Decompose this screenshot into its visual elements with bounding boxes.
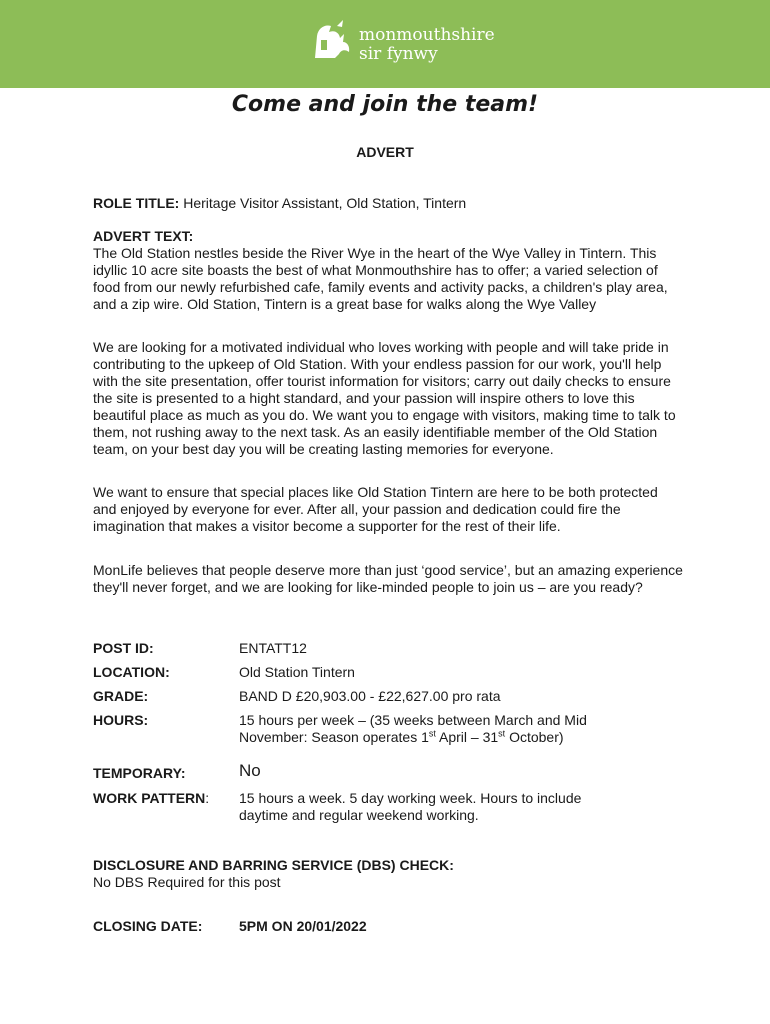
header-banner <box>0 0 770 88</box>
hours-sup1: st <box>428 728 436 739</box>
logo-text-line1: monmouthshire <box>359 25 495 45</box>
hours-value <box>239 712 679 746</box>
temporary-value: No <box>239 761 261 780</box>
temporary-label: TEMPORARY: <box>93 765 186 781</box>
hours-line1: 15 hours per week – (35 weeks between March and Mid <box>239 712 587 728</box>
hours-sup2: st <box>498 728 506 739</box>
page-headline: Come and join the team! <box>231 92 539 117</box>
advert-paragraph: MonLife believes that people deserve more than just ‘good service’, but an amazing experience they'll never forget, and we are looking for like-minded people to join us – are you ready? <box>93 562 683 595</box>
advert-paragraph: We are looking for a motivated individual who loves working with people and will take pride in contributing to the upkeep of Old Station. With your endless passion for our work, you'll help with the site presentation, offer tourist information for visitors; carry out daily checks to ensure the site is presented to a hight standard, and your passion will inspire others to love this beautiful place as much as you do. We want you to engage with visitors, making time to talk to them, not rushing away to the next task. As an easily identifiable member of the Old Station team, on your best day you will be creating lasting memories for everyone. <box>93 339 676 457</box>
post-id-label: POST ID: <box>93 640 154 656</box>
grade-label: GRADE: <box>93 688 149 704</box>
work-pattern-label: WORK PATTERN <box>93 790 206 806</box>
closing-date-label: CLOSING DATE: <box>93 918 203 934</box>
hours-line2c: October) <box>505 729 564 745</box>
work-pattern-value <box>239 790 679 824</box>
hours-line2b: April – 31 <box>435 729 499 745</box>
logo-text-line2: sir fynwy <box>359 44 438 64</box>
work-pattern-line1: 15 hours a week. 5 day working week. Hours to include <box>239 790 582 806</box>
hours-label: HOURS: <box>93 712 149 728</box>
advert-heading: ADVERT <box>356 144 414 160</box>
role-title-row <box>93 195 683 212</box>
dbs-label: DISCLOSURE AND BARRING SERVICE (DBS) CHECK: <box>93 857 454 873</box>
advert-paragraph: The Old Station nestles beside the River Wye in the heart of the Wye Valley in Tintern. This idyllic 10 acre site boasts the best of what Monmouthshire has to offer; a varied selection of food from our newly refurbished cafe, family events and activity packs, a children's play area, and a zip wire. Old Station, Tintern is a great base for walks along the Wye Valley <box>93 245 668 312</box>
role-title-value: Heritage Visitor Assistant, Old Station, Tintern <box>183 195 467 211</box>
advert-paragraph: We want to ensure that special places like Old Station Tintern are here to be both protected and enjoyed by everyone for ever. After all, your passion and dedication could fire the imagination that makes a visitor become a supporter for the rest of their life. <box>93 484 658 534</box>
hours-line2a: November: Season operates 1 <box>239 729 429 745</box>
work-pattern-line2: daytime and regular weekend working. <box>239 807 479 823</box>
work-pattern-label-row <box>93 790 209 807</box>
location-label: LOCATION: <box>93 664 170 680</box>
grade-value: BAND D £20,903.00 - £22,627.00 pro rata <box>239 688 501 704</box>
post-id-value: ENTATT12 <box>239 640 307 656</box>
dragon-logo-icon <box>309 18 355 64</box>
advert-text-label: ADVERT TEXT: <box>93 228 194 244</box>
council-logo <box>309 18 509 68</box>
dbs-value: No DBS Required for this post <box>93 874 281 890</box>
role-title-label: ROLE TITLE: <box>93 195 180 211</box>
work-pattern-colon: : <box>205 790 210 806</box>
closing-date-value: 5PM ON 20/01/2022 <box>239 918 367 934</box>
location-value: Old Station Tintern <box>239 664 355 680</box>
